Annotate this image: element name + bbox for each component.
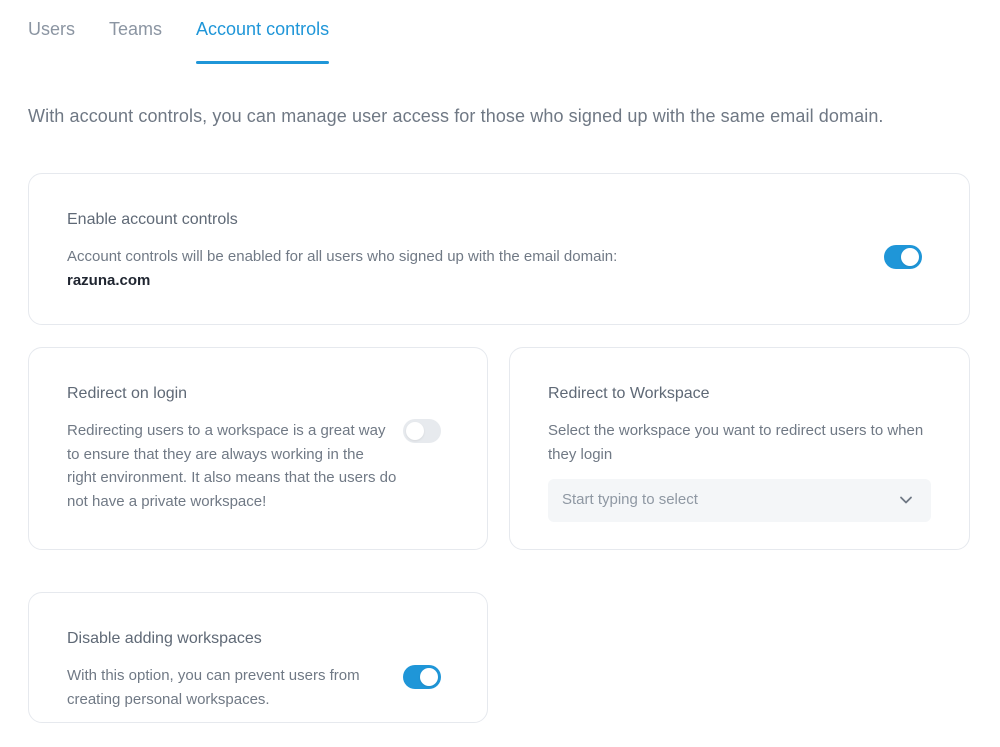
intro-text: With account controls, you can manage user access for those who signed up with the same email domain. — [28, 106, 884, 126]
card-title: Redirect on login — [67, 385, 188, 402]
redirect-on-login-toggle[interactable] — [403, 419, 441, 443]
card-description: Select the workspace you want to redirect users to when they login — [548, 422, 924, 463]
email-domain: razuna.com — [67, 272, 151, 289]
redirect-on-login-card — [28, 347, 488, 550]
enable-account-controls-toggle[interactable] — [884, 245, 922, 269]
card-description: With this option, you can prevent users from creating personal workspaces. — [67, 667, 360, 708]
tab-users[interactable]: Users — [28, 19, 76, 39]
workspace-select[interactable] — [548, 479, 931, 522]
tab-bar — [28, 0, 329, 64]
toggle-knob — [406, 422, 424, 440]
tab-account-controls[interactable]: Account controls — [196, 0, 329, 64]
toggle-knob — [901, 248, 919, 266]
select-placeholder: Start typing to select — [562, 491, 698, 508]
disable-adding-workspaces-card — [28, 592, 488, 723]
toggle-knob — [420, 668, 438, 686]
disable-adding-workspaces-toggle[interactable] — [403, 665, 441, 689]
tab-teams[interactable]: Teams — [109, 19, 163, 39]
card-description: Account controls will be enabled for all users who signed up with the email domain: — [67, 248, 618, 265]
enable-account-controls-card — [28, 173, 970, 325]
redirect-to-workspace-card — [509, 347, 970, 550]
card-title: Redirect to Workspace — [548, 385, 710, 402]
card-title: Enable account controls — [67, 211, 238, 228]
card-description: Redirecting users to a workspace is a great way to ensure that they are always working in the right environment. It also means that the users do not have a private workspace! — [67, 422, 397, 510]
chevron-down-icon — [899, 493, 913, 507]
card-title: Disable adding workspaces — [67, 630, 262, 647]
